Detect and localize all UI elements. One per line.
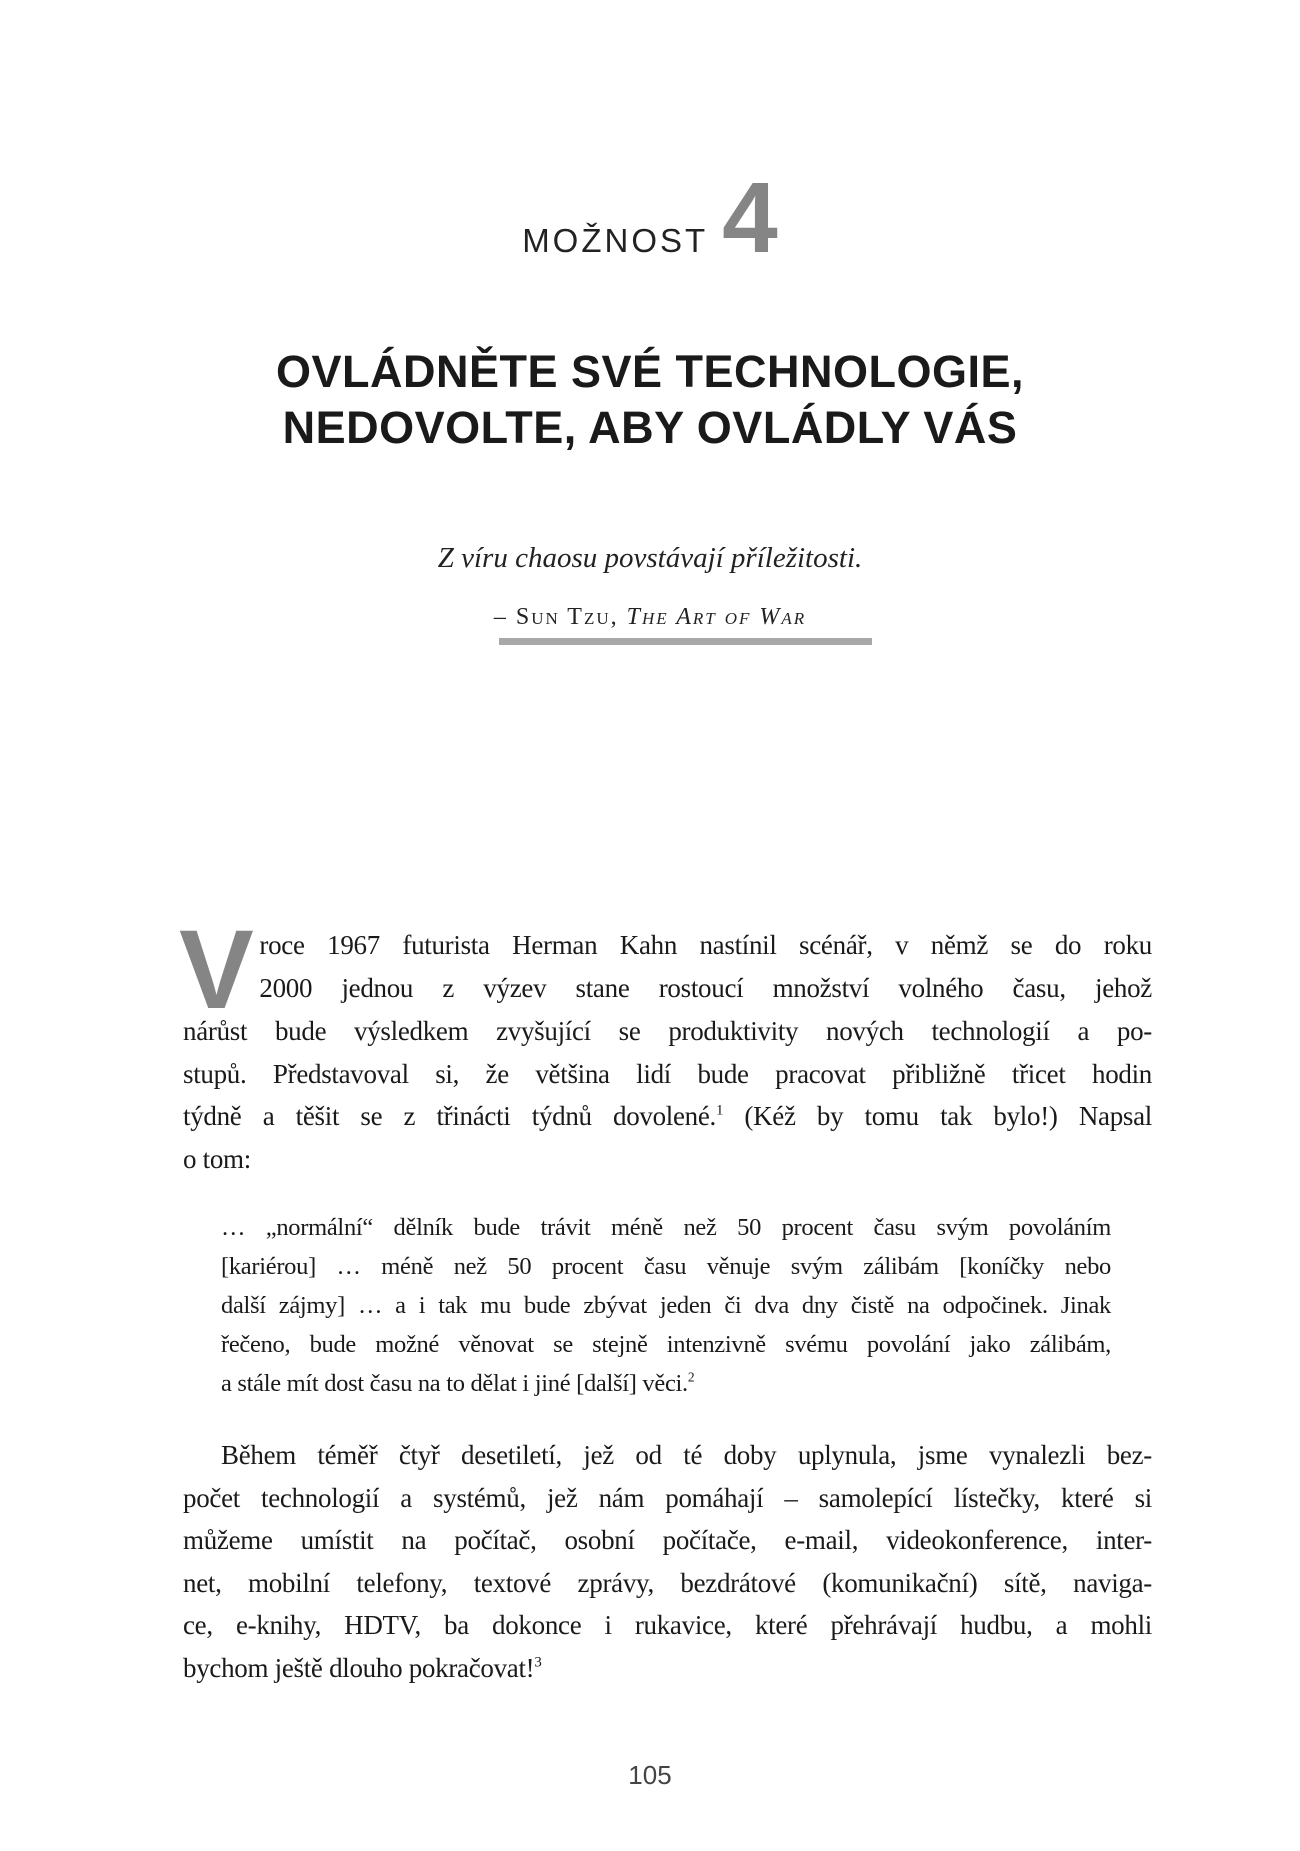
text-line: 2000 jednou z výzev stane rostoucí množství volného času, jehož: [259, 972, 1152, 1003]
chapter-title: [0, 344, 1300, 456]
text-segment: týdně a těšit se z třinácti týdnů dovolené.: [183, 1101, 717, 1131]
attribution-author: Sun Tzu,: [515, 604, 619, 630]
chapter-heading: [0, 162, 1300, 274]
paragraph-1: [179, 907, 1152, 1180]
text-line: [183, 1647, 1152, 1690]
footnote-ref[interactable]: 3: [534, 1654, 542, 1671]
text-segment: (Kéž by tomu tak bylo!) Napsal: [723, 1101, 1152, 1131]
text-line: počet technologií a systémů, jež nám pomáhají – samolepící lístečky, které si: [183, 1482, 1152, 1513]
text-line: můžeme umístit na počítač, osobní počítače, e-mail, videokonference, inter-: [183, 1525, 1152, 1555]
text-line: net, mobilní telefony, textové zprávy, bezdrátové (komunikační) sítě, naviga-: [183, 1567, 1152, 1598]
chapter-number: 4: [722, 162, 778, 274]
drop-cap: V: [179, 907, 254, 1032]
quote-line: [kariérou] … méně než 50 procent času věnuje svým zálibám [koníčky nebo: [221, 1253, 1111, 1280]
chapter-label: MOŽNOST: [522, 222, 709, 259]
paragraph-2: [183, 1434, 1152, 1689]
epigraph-quote: Z víru chaosu povstávají příležitosti.: [437, 542, 863, 574]
title-line: OVLÁDNĚTE SVÉ TECHNOLOGIE,: [275, 346, 1025, 397]
quote-line: řečeno, bude možné věnovat se stejně intenzivně svému povolání jako zálibám,: [221, 1331, 1111, 1358]
attribution-dash: –: [493, 604, 516, 630]
text-segment: a stále mít dost času na to dělat i jiné [další] věci.: [221, 1370, 688, 1397]
epigraph-attribution: [0, 604, 1300, 631]
text-line: o tom:: [183, 1143, 251, 1174]
text-line: stupů. Představoval si, že většina lidí bude pracovat přibližně třicet hodin: [183, 1058, 1152, 1089]
text-segment: bychom ještě dlouho pokračovat!: [183, 1652, 535, 1683]
footnote-ref[interactable]: 2: [687, 1369, 695, 1385]
text-line: roce 1967 futurista Herman Kahn nastínil scénář, v němž se do roku: [259, 930, 1152, 960]
text-line: [183, 1095, 1152, 1138]
quote-line: [221, 1364, 1111, 1403]
quote-line: … „normální“ dělník bude trávit méně než 50 procent času svým povoláním: [221, 1214, 1111, 1241]
quote-line: další zájmy] … a i tak mu bude zbývat jeden či dva dny čistě na odpočinek. Jinak: [221, 1292, 1111, 1319]
text-line: ce, e-knihy, HDTV, ba dokonce i rukavice, které přehrávají hudbu, a mohli: [183, 1610, 1152, 1640]
text-line: Během téměř čtyř desetiletí, jež od té doby uplynula, jsme vynalezli bez-: [221, 1440, 1152, 1470]
attribution-work: The Art of War: [626, 604, 807, 630]
epigraph-divider: [499, 638, 872, 645]
page-number: 105: [628, 1760, 672, 1790]
text-line: nárůst bude výsledkem zvyšující se produktivity nových technologií a po-: [183, 1016, 1152, 1046]
title-line: NEDOVOLTE, ABY OVLÁDLY VÁS: [282, 402, 1018, 453]
block-quote: [221, 1208, 1111, 1403]
footnote-ref[interactable]: 1: [716, 1102, 724, 1119]
